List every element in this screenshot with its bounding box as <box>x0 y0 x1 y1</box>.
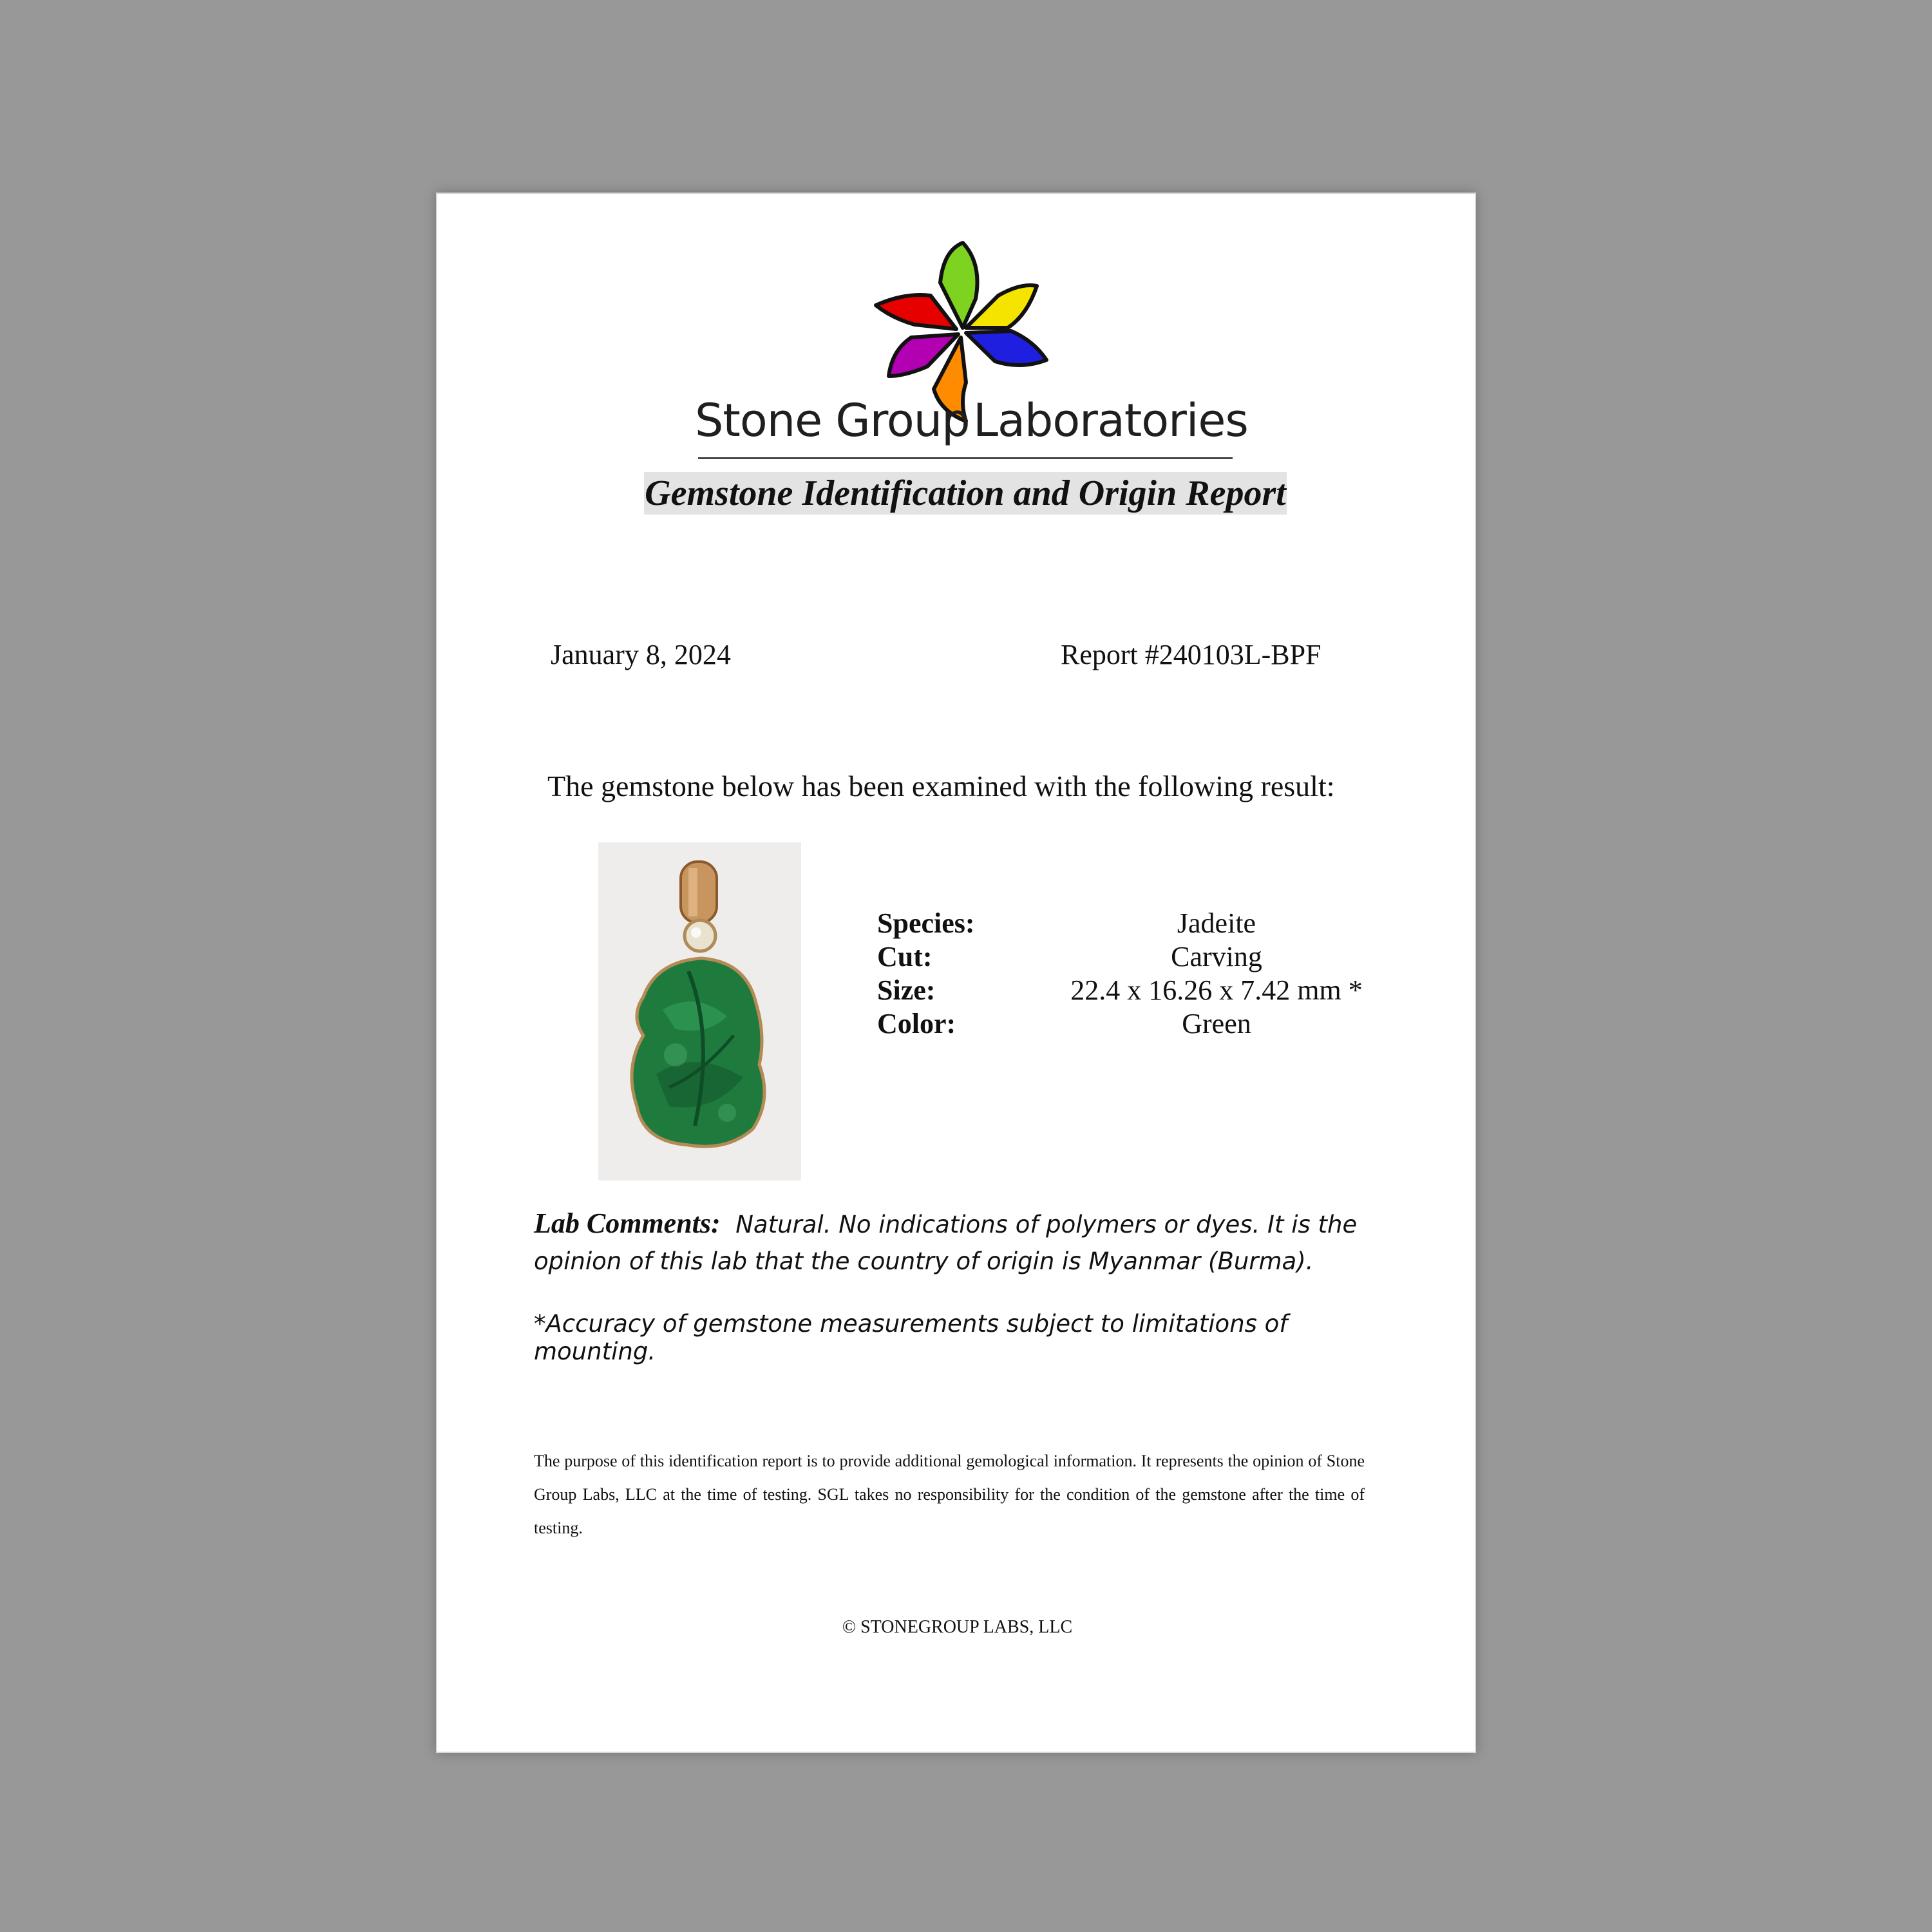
spec-label: Size: <box>877 974 936 1006</box>
brand-part-2: Laboratories <box>973 394 1248 447</box>
copyright-footer: © STONEGROUP LABS, LLC <box>842 1617 1073 1637</box>
spec-value: Green <box>1182 1008 1251 1039</box>
brand-part-1: Stone Group <box>695 394 970 447</box>
spec-row-size <box>877 974 1431 1007</box>
spec-value: 22.4 x 16.26 x 7.42 mm * <box>1070 974 1363 1006</box>
lab-comments <box>534 1205 1390 1280</box>
spec-value: Carving <box>1171 941 1262 972</box>
lab-comments-label: Lab Comments: <box>534 1208 721 1239</box>
spec-label: Color: <box>877 1008 956 1039</box>
spec-label: Species: <box>877 907 975 939</box>
logo-petal-red <box>876 295 956 329</box>
report-page <box>436 193 1476 1753</box>
intro-text: The gemstone below has been examined with the following result: <box>547 770 1335 802</box>
spec-row-color <box>877 1007 1431 1041</box>
spec-label: Cut: <box>877 941 933 972</box>
report-date: January 8, 2024 <box>551 639 731 670</box>
report-number: Report #240103L-BPF <box>1061 639 1321 670</box>
logo-petal-blue <box>966 331 1046 365</box>
spec-table <box>877 907 1431 1041</box>
spec-value: Jadeite <box>1177 907 1256 939</box>
jade-pendant-photo <box>598 842 801 1180</box>
brand-divider <box>698 457 1233 459</box>
disclaimer-text: The purpose of this identification report is to provide additional gemological information. It represents the opinion of Stone Group Labs, LLC at the time of testing. SGL takes no responsibility for the condition of the gemstone after the time of testing. <box>534 1452 1365 1537</box>
spec-row-species <box>877 907 1431 940</box>
lab-comments-text: Natural. No indications of polymers or dyes. It is the opinion of this lab that the country of origin is Myanmar (Burma). <box>534 1211 1358 1275</box>
spec-row-cut <box>877 940 1431 974</box>
accuracy-note: *Accuracy of gemstone measurements subject to limitations of mounting. <box>534 1310 1288 1365</box>
report-title: Gemstone Identification and Origin Report <box>645 473 1286 513</box>
